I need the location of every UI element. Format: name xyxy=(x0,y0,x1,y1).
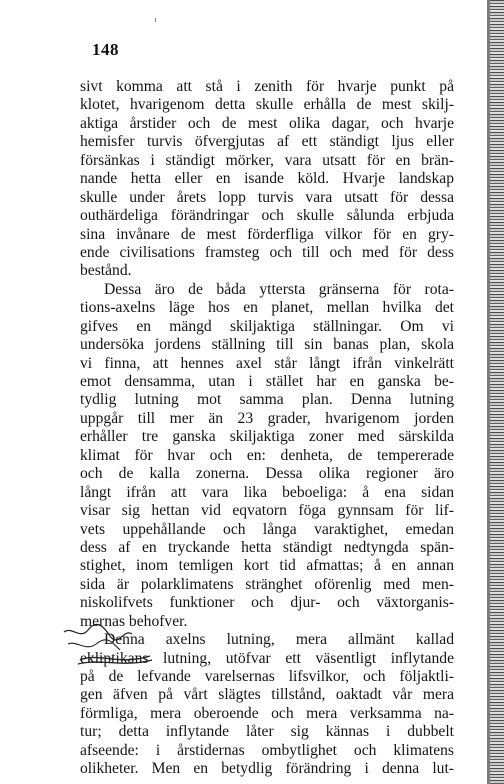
text-line: förmliga, mera oberoende och mera verksamma na- xyxy=(80,704,454,722)
text-line: och de kalla zonerna. Dessa olika regioner äro xyxy=(80,465,454,483)
text-line: gifves en mängd skiljaktiga ställningar. Om vi xyxy=(80,317,454,335)
text-line: uppgår till mer än 23 grader, hvarigenom jorden xyxy=(80,409,454,427)
text-line: gen äfven på vårt slägtes tillstånd, oaktadt vår mera xyxy=(80,686,454,704)
print-mark xyxy=(155,18,156,22)
text-line: erhåller tre ganska skiljaktiga zoner med särskilda xyxy=(80,428,454,446)
text-line: klimat för hvar och en: denheta, de tempererade xyxy=(80,446,454,464)
text-line: aktiga årstider och de mest olika dagar, och hvarje xyxy=(80,114,454,132)
text-line: emot densamma, utan i stället har en ganska be- xyxy=(80,373,454,390)
text-line: långt ifrån att vara lika beboeliga: å ena sidan xyxy=(80,483,454,501)
text-line: tydlig lutning mot samma plan. Denna lutning xyxy=(80,391,454,409)
text-line: bestånd. xyxy=(80,262,132,280)
text-line: visar sig hettan vid eqvatorn föga gynnsam för lif- xyxy=(80,502,454,520)
text-line: sivt komma att stå i zenith för hvarje punkt på xyxy=(80,78,454,95)
text-line: nande hetta eller en isande köld. Hvarje landskap xyxy=(80,170,454,188)
text-line: klotet, hvarigenom detta skulle erhålla de mest skilj- xyxy=(80,96,454,114)
text-line: sina invånare de mest förderfliga vilkor för en gry- xyxy=(80,225,454,243)
text-line: mernas behofver. xyxy=(80,612,188,630)
text-line: olikheter. Men en betydlig förändring i denna lut- xyxy=(80,760,454,778)
text-line: dess af en tryckande hetta ständigt nedtyngda spän- xyxy=(80,538,454,556)
book-page-edge xyxy=(490,0,504,784)
text-line: vets uppehållande och långa varaktighet, emedan xyxy=(80,520,454,538)
text-line: ekliptikans lutning, utöfvar ett väsentligt inflytande xyxy=(80,649,454,667)
text-line: skulle under årets lopp turvis vara utsatt för dessa xyxy=(80,188,454,206)
text-line: outhärdeliga förändringar och skulle sålunda erbjuda xyxy=(80,207,454,225)
text-line: Dessa äro de båda yttersta gränserna för rota- xyxy=(104,280,454,298)
text-line: vi finna, att hennes axel står långt ifrån vinkelrätt xyxy=(80,354,454,372)
text-line: ende civilisations framsteg och till och med för dess xyxy=(80,243,454,261)
text-line: försänkas i ständigt mörker, vara utsatt för en brän- xyxy=(80,151,454,169)
text-line: hemisfer turvis öfvergjutas af ett ständigt ljus eller xyxy=(80,133,454,151)
text-line: tur; detta inflytande låter sig kännas i dubbelt xyxy=(80,723,454,741)
text-line: sida är polarklimatens stränghet oförenlig med men- xyxy=(80,575,454,593)
text-line: på de lefvande varelsernas lifsvilkor, och följaktli- xyxy=(80,668,454,685)
text-line: Denna axelns lutning, mera allmänt kallad xyxy=(104,631,454,649)
text-line: stighet, inom temligen kort tid afmattas; å en annan xyxy=(80,557,454,575)
page-number: 148 xyxy=(92,40,119,59)
text-line: niskolifvets funktioner och djur- och växtorganis- xyxy=(80,594,454,612)
text-line: tions-axelns läge hos en planet, mellan hvilka det xyxy=(80,299,454,317)
text-line: undersöka jordens ställning till sin banas plan, skola xyxy=(80,336,454,354)
text-line: afseende: i årstidernas ombytlighet och klimatens xyxy=(80,741,454,759)
body-text xyxy=(80,78,454,779)
